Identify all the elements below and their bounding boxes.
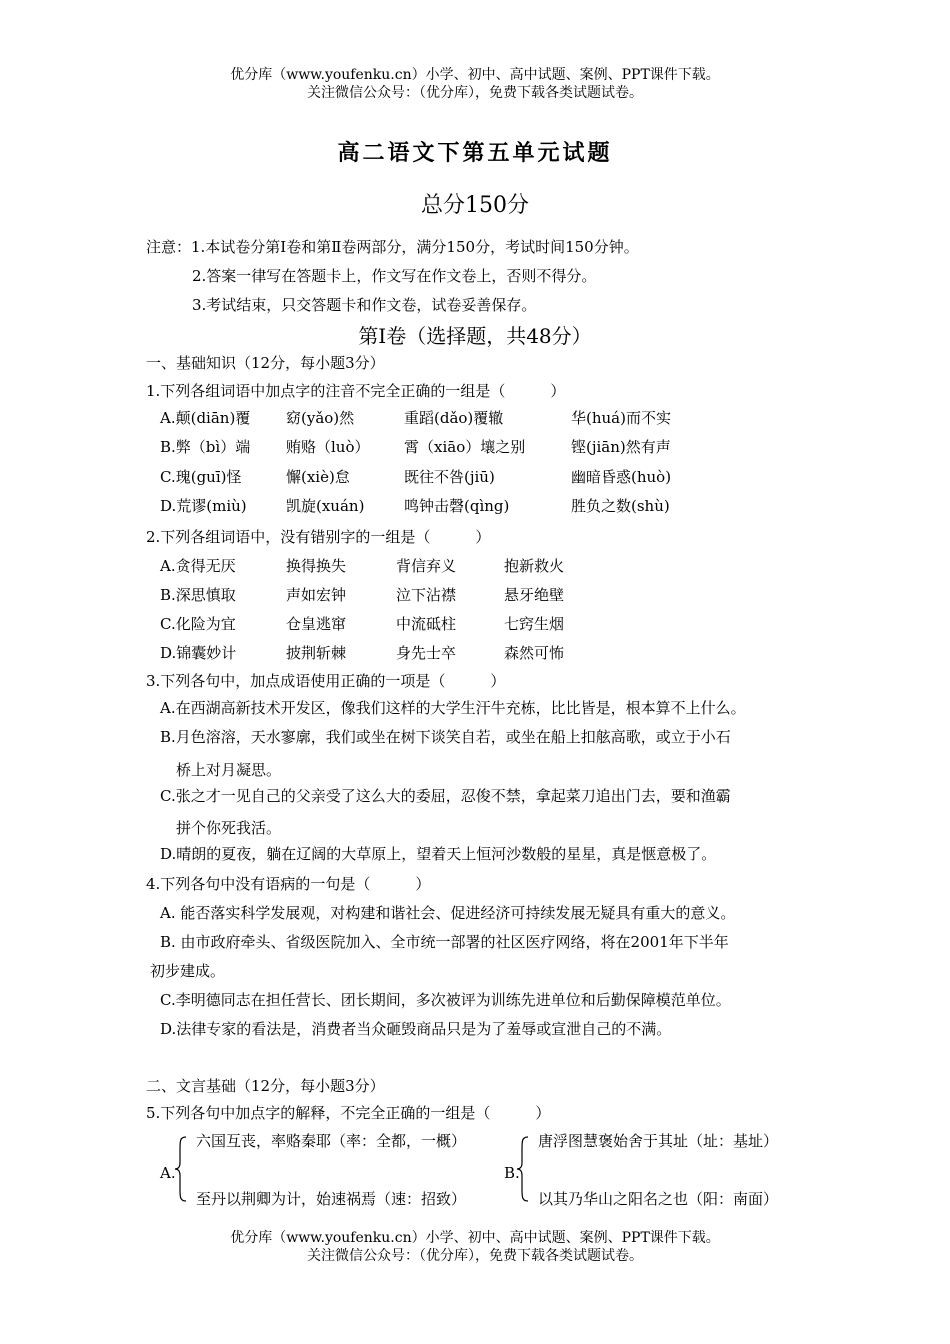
q2-a4: 抱新救火: [504, 557, 565, 575]
q1-a3: 重蹈(dǎo)覆辙: [404, 409, 504, 427]
q1-d4: 胜负之数(shù): [571, 497, 670, 515]
q1-a4: 华(huá)而不实: [571, 409, 671, 427]
q1-d1: D.荒谬(miù): [160, 497, 247, 515]
section2-heading: 二、文言基础（12分，每小题3分）: [146, 1077, 385, 1095]
q2-d4: 森然可怖: [504, 644, 565, 662]
q4-option-b-line2: 初步建成。: [150, 962, 226, 980]
q2-stem: 2.下列各组词语中，没有错别字的一组是（ ）: [146, 528, 491, 546]
q2-c3: 中流砥柱: [396, 615, 457, 633]
q4-stem: 4.下列各句中没有语病的一句是（ ）: [146, 875, 431, 893]
section1-heading: 一、基础知识（12分，每小题3分）: [146, 354, 385, 372]
q2-d3: 身先士卒: [396, 644, 457, 662]
q3-option-a: A.在西湖高新技术开发区，像我们这样的大学生汗牛充栋，比比皆是，根本算不上什么。: [160, 699, 746, 717]
footer-line-2: 关注微信公众号：（优分库），免费下载各类试题试卷。: [307, 1248, 643, 1264]
header-line-2: 关注微信公众号：（优分库），免费下载各类试题试卷。: [307, 85, 643, 101]
q3-option-b-line2: 桥上对月凝思。: [176, 761, 282, 779]
q1-c1: C.瑰(guī)怪: [160, 468, 242, 486]
header-line-1: 优分库（www.youfenku.cn）小学、初中、高中试题、案例、PPT课件下载。: [230, 67, 720, 83]
q2-d1: D.锦囊妙计: [160, 644, 237, 662]
q3-stem: 3.下列各句中，加点成语使用正确的一项是（ ）: [146, 672, 506, 690]
part1-title: 第Ⅰ卷（选择题，共48分）: [358, 324, 592, 348]
q2-a3: 背信弃义: [396, 557, 457, 575]
q5-option-b-bottom: 以其乃华山之阳名之也（阳：南面）: [538, 1190, 779, 1208]
q5-a-brace-icon: [174, 1135, 188, 1203]
q1-b2: 贿赂（luò）: [286, 438, 370, 456]
q2-c2: 仓皇逃窜: [286, 615, 347, 633]
q3-option-d: D.晴朗的夏夜，躺在辽阔的大草原上，望着天上恒河沙数般的星星，真是惬意极了。: [160, 845, 717, 863]
q1-c2: 懈(xiè)怠: [286, 468, 350, 486]
q5-option-a-bottom: 至丹以荆卿为计，始速祸焉（速：招致）: [196, 1190, 467, 1208]
q4-option-b-line1: B. 由市政府牵头、省级医院加入、全市统一部署的社区医疗网络，将在2001年下半年: [160, 933, 729, 951]
note-3: 3.考试结束，只交答题卡和作文卷，试卷妥善保存。: [192, 296, 537, 314]
q1-d2: 凯旋(xuán): [286, 497, 365, 515]
q2-d2: 披荆斩棘: [286, 644, 347, 662]
q3-option-b-line1: B.月色溶溶，天水寥廓，我们或坐在树下谈笑自若，或坐在船上扣舷高歌，或立于小石: [160, 728, 731, 746]
q1-a2: 窈(yǎo)然: [286, 409, 355, 427]
footer-line-1: 优分库（www.youfenku.cn）小学、初中、高中试题、案例、PPT课件下载。: [230, 1230, 720, 1246]
q2-c4: 七窍生烟: [504, 615, 565, 633]
q2-b2: 声如宏钟: [286, 586, 347, 604]
q5-option-b-label: B.: [504, 1164, 520, 1182]
q1-d3: 鸣钟击磬(qìng): [404, 497, 510, 515]
q4-option-d: D.法律专家的看法是，消费者当众砸毁商品只是为了羞辱或宣泄自己的不满。: [160, 1020, 672, 1038]
q4-option-c: C.李明德同志在担任营长、团长期间，多次被评为训练先进单位和后勤保障模范单位。: [160, 991, 731, 1009]
q1-b4: 铿(jiān)然有声: [571, 438, 671, 456]
q5-b-brace-icon: [516, 1135, 530, 1203]
q1-c4: 幽暗昏惑(huò): [571, 468, 672, 486]
note-1: 注意：1.本试卷分第Ⅰ卷和第Ⅱ卷两部分，满分150分，考试时间150分钟。: [146, 238, 639, 256]
q2-c1: C.化险为宜: [160, 615, 236, 633]
q1-c3: 既往不咎(jiū): [404, 468, 495, 486]
q5-option-b-top: 唐浮图慧褒始舍于其址（址：基址）: [538, 1132, 779, 1150]
q5-option-a-top: 六国互丧，率赂秦耶（率：全都，一概）: [196, 1132, 467, 1150]
q3-option-c-line2: 拼个你死我活。: [176, 819, 282, 837]
note-2: 2.答案一律写在答题卡上，作文写在作文卷上，否则不得分。: [192, 267, 597, 285]
q5-stem: 5.下列各句中加点字的解释，不完全正确的一组是（ ）: [146, 1104, 551, 1122]
q5-option-a-label: A.: [160, 1164, 176, 1182]
q1-stem: 1.下列各组词语中加点字的注音不完全正确的一组是（ ）: [146, 382, 566, 400]
q1-b3: 霄（xiāo）壤之别: [404, 438, 526, 456]
page-title: 高二语文下第五单元试题: [337, 140, 613, 166]
q2-b1: B.深思慎取: [160, 586, 236, 604]
q2-b3: 泣下沾襟: [396, 586, 457, 604]
q2-a2: 换得换失: [286, 557, 347, 575]
q2-b4: 悬牙绝壁: [504, 586, 565, 604]
q3-option-c-line1: C.张之才一见自己的父亲受了这么大的委屈，忍俊不禁，拿起菜刀追出门去，要和渔霸: [160, 787, 731, 805]
q1-a1: A.颠(diān)覆: [160, 409, 251, 427]
q2-a1: A.贪得无厌: [160, 557, 236, 575]
q1-b1: B.弊（bì）端: [160, 438, 251, 456]
total-score: 总分150分: [421, 193, 529, 218]
q4-option-a: A. 能否落实科学发展观，对构建和谐社会、促进经济可持续发展无疑具有重大的意义。: [160, 904, 736, 922]
